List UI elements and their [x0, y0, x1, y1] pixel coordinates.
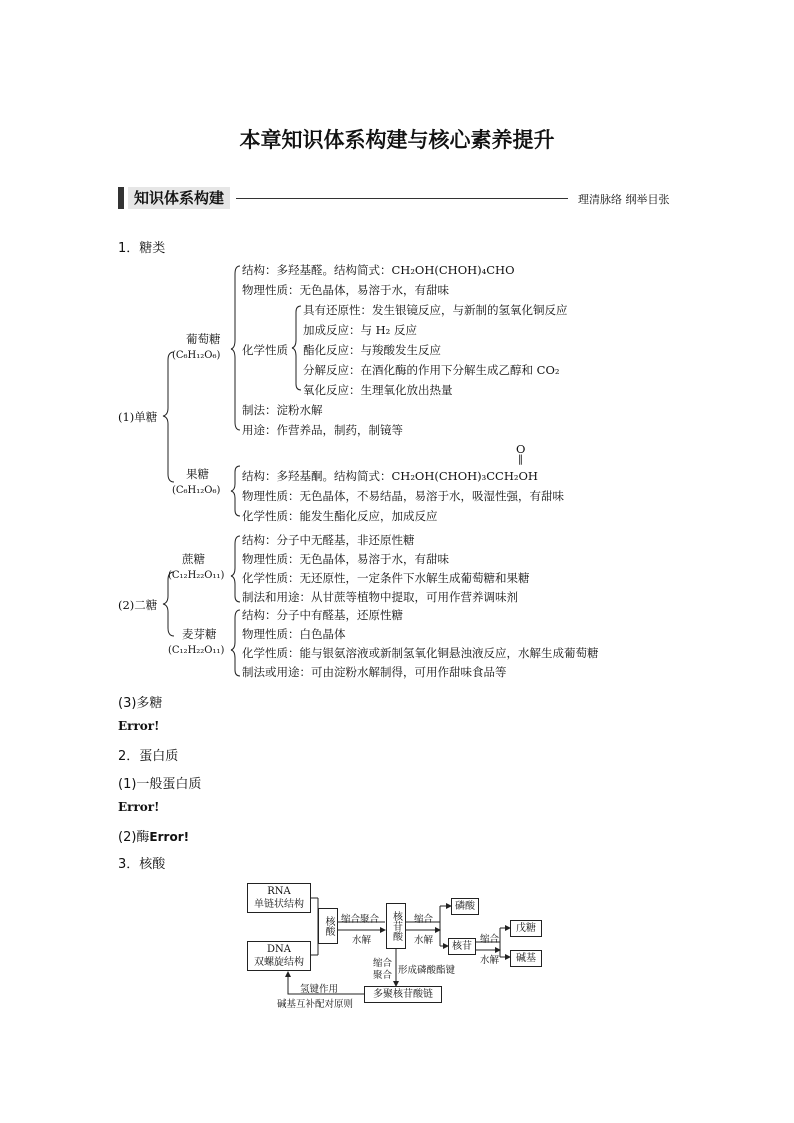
- label-condense-2: 缩合: [480, 934, 500, 945]
- glucose-chem-4: 分解反应：在酒化酶的作用下分解生成乙醇和 CO₂: [303, 363, 560, 377]
- heading-sugars: 1．糖类: [118, 241, 166, 256]
- label-hydrolysis-3: 水解: [480, 955, 500, 966]
- sucrose-line-2: 物理性质：无色晶体，易溶于水，有甜味: [242, 552, 449, 566]
- maltose-line-1: 结构：分子中有醛基，还原性糖: [242, 608, 403, 622]
- label-monosaccharide: (1)单糖: [118, 410, 158, 424]
- glucose-chem-2: 加成反应：与 H₂ 反应: [303, 323, 417, 337]
- sucrose-name: 蔗糖: [182, 552, 205, 566]
- maltose-line-4: 制法或用途：可由淀粉水解制得，可用作甜味食品等: [242, 665, 507, 679]
- glucose-chem-1: 具有还原性：发生银镜反应，与新制的氢氧化铜反应: [303, 303, 568, 317]
- phosphoric-box: 磷酸: [451, 898, 479, 915]
- label-basepair: 碱基互补配对原则: [277, 999, 354, 1010]
- pentose-box: 戊糖: [510, 920, 542, 937]
- nucleotide-label: 核苷酸: [390, 911, 402, 941]
- error-text-2: Error!: [118, 800, 160, 814]
- rna-box: [247, 883, 311, 913]
- rna-structure: 单链状结构: [254, 899, 304, 910]
- glucose-use: 用途：作营养品，制药，制镜等: [242, 423, 403, 437]
- heading-nucleic-acid: 3．核酸: [118, 857, 166, 872]
- sucrose-formula: (C₁₂H₂₂O₁₁): [168, 570, 225, 581]
- sucrose-line-4: 制法和用途：从甘蔗等植物中提取，可用作营养调味剂: [242, 590, 518, 604]
- glucose-structure: 结构：多羟基醛。结构简式：CH₂OH(CHOH)₄CHO: [242, 263, 515, 277]
- dna-label: DNA: [267, 944, 291, 955]
- section-title: 知识体系构建: [128, 187, 230, 209]
- glucose-chem-3: 酯化反应：与羧酸发生反应: [303, 343, 441, 357]
- nucleic-acid-label: 核酸: [323, 916, 334, 936]
- maltose-line-2: 物理性质：白色晶体: [242, 627, 346, 641]
- page-title: 本章知识体系构建与核心素养提升: [239, 128, 555, 152]
- polynucleotide-box: 多聚核苷酸链: [364, 986, 442, 1003]
- fructose-name: 果糖: [186, 467, 209, 481]
- glucose-chem-5: 氧化反应：生理氧化放出热量: [303, 383, 453, 397]
- polysaccharide-heading: (3)多糖: [118, 696, 163, 711]
- fructose-o-mark: O: [516, 442, 526, 456]
- glucose-physical: 物理性质：无色晶体，易溶于水，有甜味: [242, 283, 449, 297]
- dna-box: [247, 941, 311, 971]
- error-text-3: Error!: [149, 830, 190, 844]
- label-hbond: 氢键作用: [300, 984, 339, 995]
- label-disaccharide: (2)二糖: [118, 598, 158, 612]
- label-hydrolysis-2: 水解: [414, 935, 434, 946]
- label-condense-v: 缩合: [373, 958, 393, 969]
- maltose-line-3: 化学性质：能与银氨溶液或新制氢氧化铜悬浊液反应，水解生成葡萄糖: [242, 646, 599, 660]
- fructose-chemical: 化学性质：能发生酯化反应，加成反应: [242, 509, 438, 523]
- fructose-double-bond: ‖: [518, 454, 523, 465]
- nucleotide-box: [386, 903, 406, 949]
- base-box: 碱基: [510, 950, 542, 967]
- label-condense-polymerize: 缩合聚合: [341, 914, 380, 925]
- glucose-name: 葡萄糖: [186, 332, 221, 346]
- label-condense-1: 缩合: [414, 914, 434, 925]
- sucrose-line-1: 结构：分子中无醛基，非还原性糖: [242, 533, 415, 547]
- maltose-formula: (C₁₂H₂₂O₁₁): [168, 645, 225, 656]
- fructose-formula: (C₆H₁₂O₆): [172, 485, 221, 496]
- nucleic-acid-box: [318, 908, 338, 944]
- sucrose-line-3: 化学性质：无还原性，一定条件下水解生成葡萄糖和果糖: [242, 571, 530, 585]
- glucose-method: 制法：淀粉水解: [242, 403, 323, 417]
- section-subtitle: 理清脉络 纲举目张: [578, 193, 670, 206]
- maltose-name: 麦芽糖: [182, 627, 217, 641]
- glucose-chem-label: 化学性质: [242, 343, 288, 357]
- error-text-1: Error!: [118, 719, 160, 733]
- nucleoside-box: 核苷: [448, 938, 476, 955]
- dna-structure: 双螺旋结构: [254, 957, 304, 968]
- glucose-formula: (C₆H₁₂O₆): [172, 350, 221, 361]
- general-protein: (1)一般蛋白质: [118, 777, 202, 792]
- fructose-physical: 物理性质：无色晶体，不易结晶，易溶于水，吸湿性强，有甜味: [242, 489, 564, 503]
- label-polymerize-v: 聚合: [373, 970, 393, 981]
- fructose-structure: 结构：多羟基酮。结构简式：CH₂OH(CHOH)₃CCH₂OH: [242, 469, 538, 483]
- heading-protein: 2．蛋白质: [118, 749, 179, 764]
- label-phosphodiester: 形成磷酸酯键: [398, 965, 456, 976]
- label-hydrolysis-1: 水解: [352, 935, 372, 946]
- enzyme-label: (2)酶: [118, 830, 150, 845]
- rna-label: RNA: [267, 886, 291, 897]
